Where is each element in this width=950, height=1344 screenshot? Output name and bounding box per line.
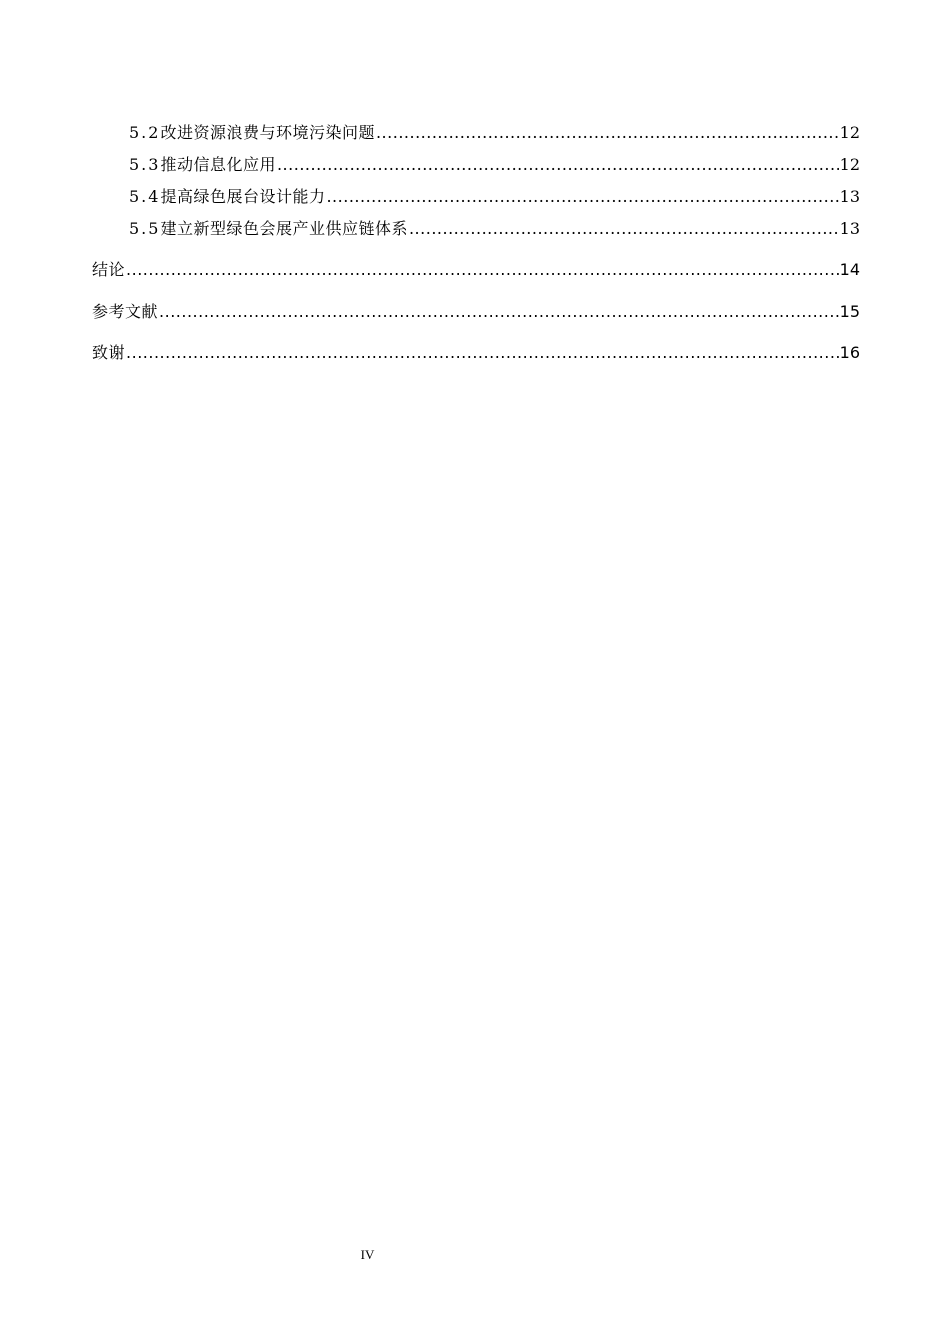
toc-dot-leader: [409, 219, 839, 238]
toc-section-number: 5.5: [129, 219, 161, 238]
toc-entry-5-4[interactable]: [129, 184, 860, 207]
toc-dot-leader: [126, 343, 839, 362]
toc-section-number: 5.4: [129, 187, 161, 206]
toc-entry-title: 建立新型绿色会展产业供应链体系: [160, 219, 408, 238]
toc-entry-5-2[interactable]: [129, 120, 860, 143]
toc-entry-title: 推动信息化应用: [160, 155, 276, 174]
toc-page-number: 15: [839, 302, 860, 321]
toc-dot-leader: [326, 187, 838, 206]
toc-entry-title: 致谢: [92, 343, 126, 362]
toc-page-number: 13: [839, 219, 860, 238]
toc-entry-title: 提高绿色展台设计能力: [160, 187, 326, 206]
toc-section-number: 5.3: [129, 155, 161, 174]
toc-dot-leader: [376, 123, 839, 142]
toc-entry-conclusion[interactable]: [92, 257, 860, 280]
toc-page-number: 13: [839, 187, 860, 206]
toc-page-number: 12: [839, 155, 860, 174]
toc-entry-references[interactable]: [92, 299, 860, 322]
toc-dot-leader: [277, 155, 839, 174]
toc-page-number: 16: [839, 343, 860, 362]
toc-entry-5-5[interactable]: [129, 216, 860, 239]
toc-page-number: 14: [839, 260, 860, 279]
toc-page-number: 12: [839, 123, 860, 142]
toc-dot-leader: [159, 302, 839, 321]
toc-entry-title: 改进资源浪费与环境污染问题: [160, 123, 375, 142]
toc-entry-title: 参考文献: [92, 302, 159, 321]
toc-entry-title: 结论: [92, 260, 126, 279]
toc-section-number: 5.2: [129, 123, 161, 142]
page-footer-number: IV: [360, 1247, 375, 1262]
toc-dot-leader: [126, 260, 839, 279]
toc-entry-acknowledgements[interactable]: [92, 340, 860, 363]
toc-entry-5-3[interactable]: [129, 152, 860, 175]
